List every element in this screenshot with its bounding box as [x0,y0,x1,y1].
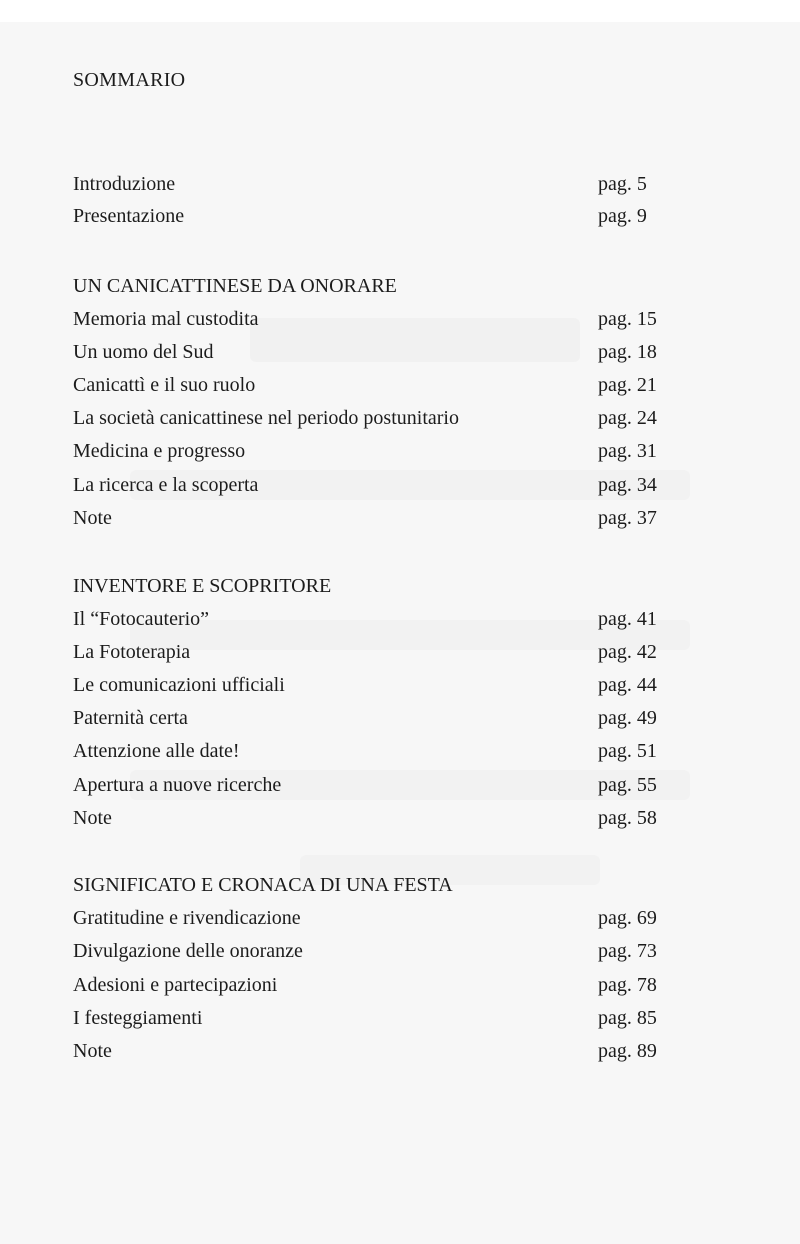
toc-entry [73,603,693,635]
section-heading: SIGNIFICATO E CRONACA DI UNA FESTA [73,874,453,896]
section-heading: UN CANICATTINESE DA ONORARE [73,275,397,297]
entry-title: Attenzione alle date! [73,740,240,762]
entry-title: Il “Fotocauterio” [73,608,210,630]
toc-title: SOMMARIO [73,69,186,91]
toc-entry [73,802,693,834]
toc-entry [73,1002,693,1034]
entry-title: La ricerca e la scoperta [73,474,259,496]
entry-title: Le comunicazioni ufficiali [73,674,285,696]
toc-entry [73,636,693,668]
entry-page-number: pag. 49 [598,707,657,729]
toc-entry [73,336,693,368]
entry-title: Medicina e progresso [73,440,246,462]
toc-entry [73,303,693,335]
toc-entry [73,469,693,501]
entry-page-number: pag. 24 [598,407,657,429]
entry-title: Presentazione [73,205,185,227]
toc-entry [73,935,693,967]
entry-title: Divulgazione delle onoranze [73,940,303,962]
entry-page-number: pag. 21 [598,374,657,396]
entry-title: Paternità certa [73,707,188,729]
toc-entry [73,369,693,401]
entry-page-number: pag. 37 [598,507,657,529]
toc-entry [73,702,693,734]
toc-entry [73,769,693,801]
entry-page-number: pag. 34 [598,474,657,496]
entry-title: Note [73,807,112,829]
toc-entry [73,1035,693,1067]
entry-title: Canicattì e il suo ruolo [73,374,256,396]
entry-page-number: pag. 5 [598,173,647,195]
entry-title: Apertura a nuove ricerche [73,774,282,796]
entry-page-number: pag. 15 [598,308,657,330]
toc-entry [73,502,693,534]
entry-title: La Fototerapia [73,641,191,663]
entry-page-number: pag. 41 [598,608,657,630]
entry-page-number: pag. 44 [598,674,657,696]
entry-page-number: pag. 58 [598,807,657,829]
toc-entry [73,435,693,467]
entry-page-number: pag. 78 [598,974,657,996]
entry-page-number: pag. 69 [598,907,657,929]
entry-page-number: pag. 89 [598,1040,657,1062]
entry-title: Gratitudine e rivendicazione [73,907,301,929]
entry-page-number: pag. 85 [598,1007,657,1029]
section-heading: INVENTORE E SCOPRITORE [73,575,332,597]
toc-entry [73,669,693,701]
toc-entry [73,200,693,232]
entry-title: Un uomo del Sud [73,341,214,363]
entry-title: Note [73,1040,112,1062]
entry-page-number: pag. 55 [598,774,657,796]
entry-page-number: pag. 51 [598,740,657,762]
entry-title: Introduzione [73,173,176,195]
entry-title: I festeggiamenti [73,1007,203,1029]
entry-title: Note [73,507,112,529]
toc-entry [73,969,693,1001]
entry-page-number: pag. 9 [598,205,647,227]
entry-title: Adesioni e partecipazioni [73,974,278,996]
toc-entry [73,735,693,767]
entry-title: La società canicattinese nel periodo postunitario [73,407,459,429]
toc-entry [73,168,693,200]
entry-page-number: pag. 31 [598,440,657,462]
toc-entry [73,402,693,434]
entry-title: Memoria mal custodita [73,308,259,330]
entry-page-number: pag. 42 [598,641,657,663]
toc-entry [73,902,693,934]
entry-page-number: pag. 73 [598,940,657,962]
scan-top-margin [0,0,800,22]
entry-page-number: pag. 18 [598,341,657,363]
